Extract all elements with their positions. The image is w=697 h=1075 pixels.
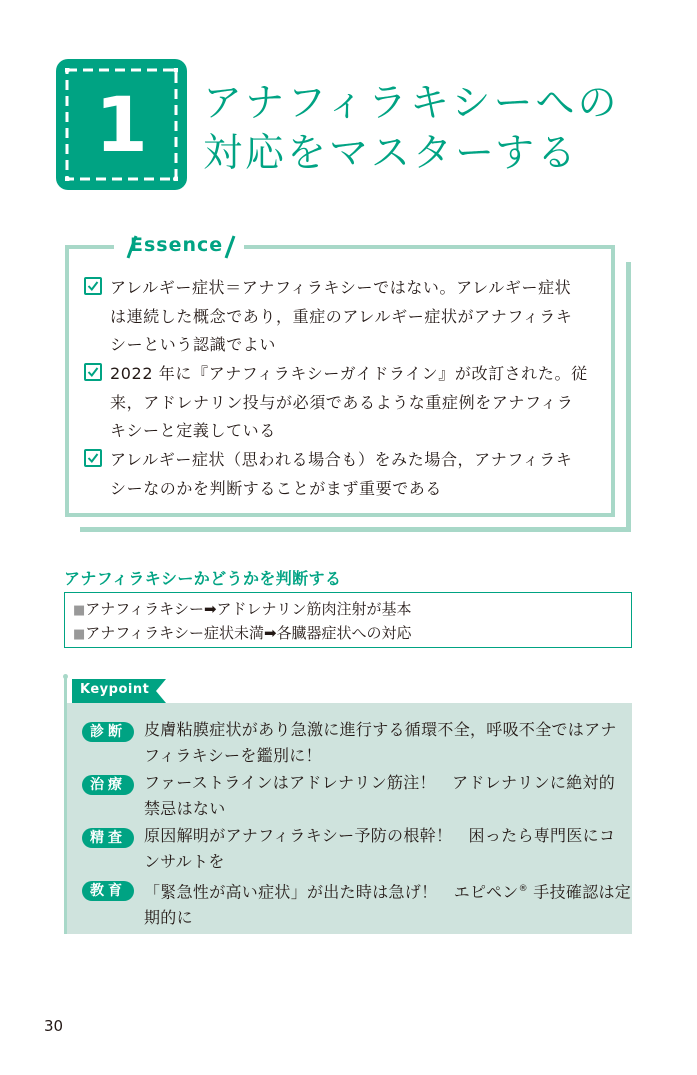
keypoint-line: 原因解明がアナフィラキシー予防の根幹！ 困ったら専門医にコ: [144, 826, 616, 845]
essence-label: [114, 232, 244, 262]
judge-line-text: アナフィラキシー症状未満➡各臓器症状への対応: [85, 624, 412, 642]
essence-line: シーという認識でよい: [110, 335, 277, 354]
chapter-title-line-2: 対応をマスターする: [203, 131, 580, 176]
keypoint-line: ンサルトを: [144, 852, 225, 871]
essence-line: キシーと定義している: [110, 421, 276, 440]
square-bullet-icon: ■: [73, 603, 86, 618]
keypoint-line: 禁忌はない: [144, 799, 226, 818]
essence-line: 2022 年に『アナフィラキシーガイドライン』が改訂された。従: [110, 364, 588, 383]
check-icon: [84, 449, 102, 467]
keypoint-tag: 教育: [82, 881, 134, 901]
essence-label-text: Essence: [130, 234, 224, 256]
keypoint-line-part: 「緊急性が高い症状」が出た時は急げ！ エピペン: [144, 882, 519, 902]
chapter-badge: [56, 59, 187, 190]
chapter-title: [203, 79, 673, 179]
judge-box: [64, 592, 632, 648]
keypoint-line-part: 手技確認は定: [527, 882, 632, 902]
judge-line: [73, 598, 623, 622]
check-icon: [84, 277, 102, 295]
keypoint-line: 期的に: [144, 908, 193, 928]
section-heading: アナフィラキシーかどうかを判断する: [64, 569, 342, 588]
keypoint-label-text: Keypoint: [80, 682, 150, 697]
essence-line: 来，アドレナリン投与が必須であるような重症例をアナフィラ: [110, 392, 574, 412]
keypoint-line: 皮膚粘膜症状があり急激に進行する循環不全，呼吸不全ではアナ: [144, 720, 617, 739]
keypoint-line: フィラキシーを鑑別に！: [144, 746, 322, 765]
essence-line: アレルギー症状（思われる場合も）をみた場合，アナフィラキ: [110, 450, 573, 469]
essence-line: シーなのかを判断することがまず重要である: [110, 478, 443, 498]
square-bullet-icon: ■: [73, 627, 86, 642]
check-icon: [84, 363, 102, 381]
registered-mark: ®: [518, 884, 528, 894]
essence-line: アレルギー症状＝アナフィラキシーではない。アレルギー症状: [110, 278, 572, 297]
essence-line: は連続した概念であり，重症のアレルギー症状がアナフィラキ: [110, 306, 573, 326]
chapter-title-line-1: アナフィラキシーへの: [203, 81, 620, 126]
keypoint-line: [144, 876, 632, 905]
chapter-number: 1: [95, 79, 148, 169]
keypoint-tag: 診断: [82, 722, 134, 742]
judge-line-text: アナフィラキシー➡アドレナリン筋肉注射が基本: [85, 600, 412, 618]
keypoint-label: [72, 679, 166, 703]
keypoint-dot: [63, 674, 68, 679]
keypoint-tag: 治療: [82, 775, 134, 795]
judge-line: [73, 622, 623, 646]
keypoint-tag: 精査: [82, 828, 134, 848]
page-number: 30: [44, 1017, 64, 1035]
keypoint-line: ファーストラインはアドレナリン筋注！ アドレナリンに絶対的: [144, 773, 616, 792]
